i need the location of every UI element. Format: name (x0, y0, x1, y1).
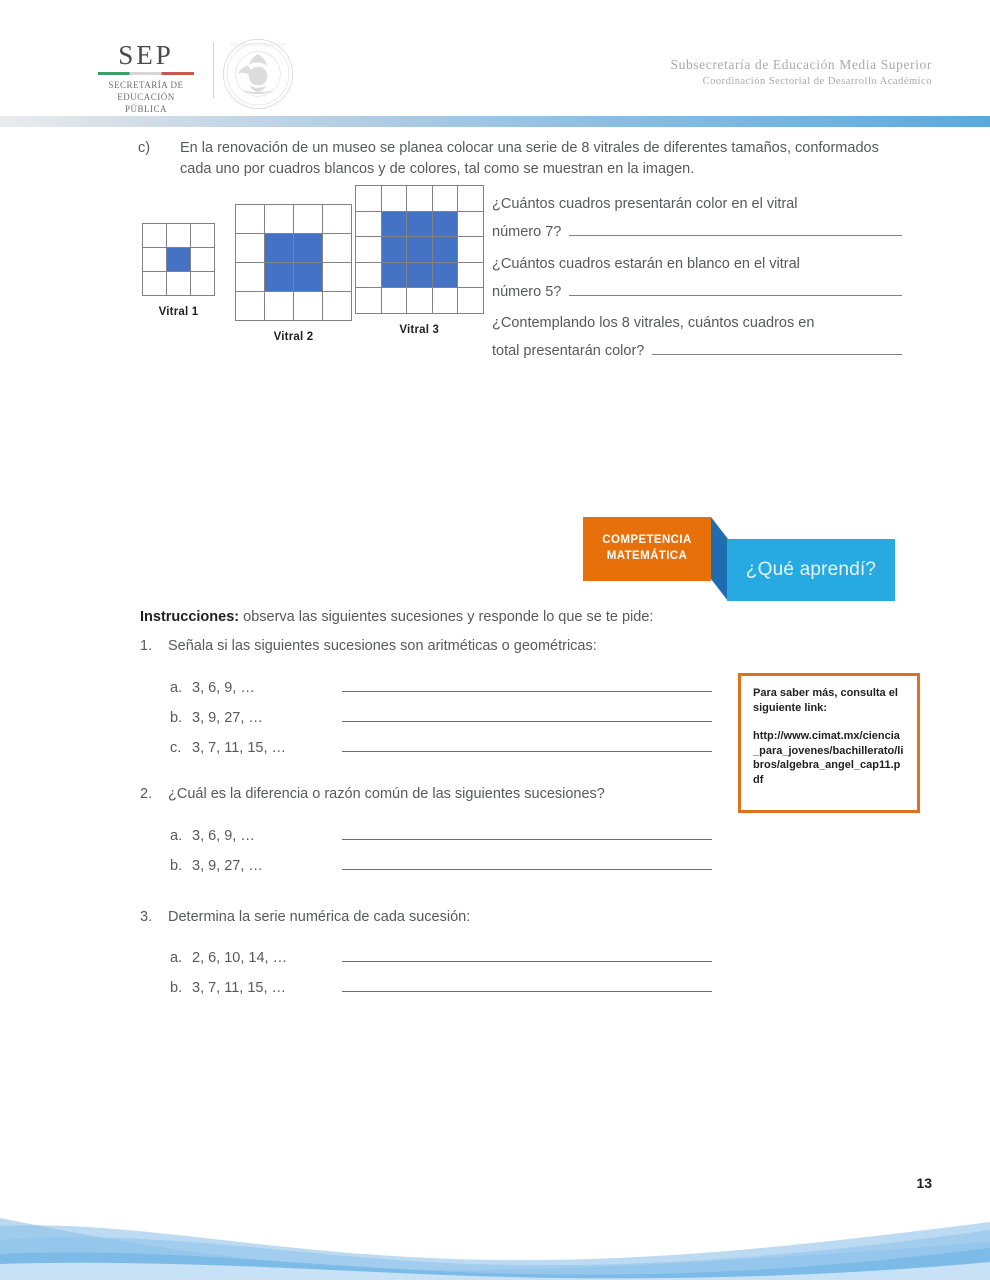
mexican-coat-of-arms-icon (222, 38, 294, 110)
vitral-cell (236, 292, 264, 320)
exercise-1-number: 1. (140, 638, 153, 654)
vitral-2-label: Vitral 2 (273, 331, 314, 343)
exercise-1-item-b-letter: b. (170, 710, 183, 726)
vitral-question-3-line1: ¿Contemplando los 8 vitrales, cuántos cuadros en (492, 315, 815, 332)
vitral-cell (191, 224, 214, 247)
vitral-cell (236, 234, 264, 262)
instrucciones-text: observa las siguientes sucesiones y responde lo que se te pide: (243, 609, 654, 625)
vitral-3-label: Vitral 3 (399, 323, 440, 336)
sep-logo (98, 42, 194, 115)
vitral-cell (191, 272, 214, 295)
sep-logo-subtitle-line2: EDUCACIÓN PÚBLICA (117, 92, 175, 115)
vitral-cell (458, 263, 483, 288)
banner-fold-shape (711, 517, 728, 601)
vitral-cell (167, 272, 190, 295)
exercise-2-item-b-answer-line[interactable] (342, 851, 712, 870)
vitral-question-3-line2: total presentarán color? (492, 343, 645, 360)
vitral-cell (143, 272, 166, 295)
sep-logo-tricolor-rule (98, 72, 194, 75)
exercise-2-item-a-letter: a. (170, 828, 183, 844)
vitral-cell (236, 205, 264, 233)
exercise-2-prompt (140, 786, 605, 802)
list-item (170, 851, 712, 881)
exercise-1-items (170, 673, 712, 763)
vitral-1-grid (142, 223, 215, 296)
exercise-2-items (170, 821, 712, 881)
vitral-cell (323, 234, 351, 262)
vitral-cell (236, 263, 264, 291)
competencia-matematica-banner (583, 517, 895, 601)
vitral-2-grid (235, 204, 352, 321)
vitral-cell (356, 263, 381, 288)
exercise-1-item-c-answer-line[interactable] (342, 733, 712, 752)
exercise-3-item-b-answer-line[interactable] (342, 973, 712, 992)
vitral-cell (356, 288, 381, 313)
page-header (0, 0, 990, 115)
vitral-cell (458, 237, 483, 262)
vitral-cell (433, 186, 458, 211)
exercise-3-item-a-answer-line[interactable] (342, 943, 712, 962)
sep-logo-subtitle-line1: SECRETARÍA DE (108, 80, 184, 90)
exercise-1-item-c-sequence: 3, 7, 11, 15, … (192, 740, 287, 756)
vitral-2 (235, 204, 352, 343)
exercise-1-prompt (140, 638, 597, 654)
header-institution-title (670, 56, 932, 89)
vitral-cell-colored (433, 263, 458, 288)
vitral-cell (356, 212, 381, 237)
exercise-2-item-a-sequence: 3, 6, 9, … (192, 828, 255, 844)
list-item (170, 703, 712, 733)
sep-logo-subtitle (98, 79, 194, 115)
saber-mas-title: Para saber más, consulta el siguiente link: (753, 687, 898, 714)
vitral-cell-colored (167, 248, 190, 271)
exercise-1-item-b-sequence: 3, 9, 27, … (192, 710, 263, 726)
vitral-cell-colored (294, 263, 322, 291)
banner-orange-line2: MATEMÁTICA (606, 550, 688, 562)
exercise-1-item-a-answer-line[interactable] (342, 673, 712, 692)
saber-mas-url[interactable]: http://www.cimat.mx/ciencia_para_jovenes/bachillerato/libros/algebra_angel_cap11.pdf (753, 729, 904, 787)
exercise-2-text: ¿Cuál es la diferencia o razón común de las siguientes sucesiones? (168, 786, 605, 802)
vitral-cell (458, 212, 483, 237)
vitral-question-2-line2: número 5? (492, 283, 562, 300)
banner-orange-line1: COMPETENCIA (602, 534, 692, 547)
exercise-1-item-b-answer-line[interactable] (342, 703, 712, 722)
header-gradient-band (0, 116, 990, 127)
exercise-3-item-a-letter: a. (170, 950, 183, 966)
exercise-2-item-b-sequence: 3, 9, 27, … (192, 858, 263, 874)
saber-mas-callout (738, 673, 920, 813)
vitral-question-2 (492, 250, 902, 307)
vitral-cell (265, 292, 293, 320)
vitral-cell (458, 288, 483, 313)
vitral-cell (356, 186, 381, 211)
list-item (170, 943, 712, 973)
vitral-cell-colored (407, 263, 432, 288)
banner-blue-text: ¿Qué aprendí? (745, 559, 877, 580)
banner-blue-panel (727, 539, 895, 601)
list-item (170, 821, 712, 851)
vitral-cell (143, 224, 166, 247)
vitral-cell (382, 288, 407, 313)
vitral-cell (294, 205, 322, 233)
svg-text:ESTADOS UNIDOS MEXICANOS: ESTADOS UNIDOS MEXICANOS (230, 42, 286, 47)
vitral-cell-colored (382, 263, 407, 288)
vitral-1-label: Vitral 1 (158, 306, 199, 318)
exercise-3-prompt (140, 909, 470, 925)
vitral-cell-colored (382, 212, 407, 237)
sep-logo-word: SEP (118, 40, 174, 70)
item-c-block (138, 138, 900, 180)
vitral-cell (191, 248, 214, 271)
vitral-cell (294, 292, 322, 320)
exercise-3-item-b-letter: b. (170, 980, 183, 996)
exercise-2-number: 2. (140, 786, 153, 802)
vitral-question-2-line1: ¿Cuántos cuadros estarán en blanco en el vitral (492, 255, 800, 272)
exercise-1-item-c-letter: c. (170, 740, 182, 756)
exercise-3-item-b-sequence: 3, 7, 11, 15, … (192, 980, 287, 996)
page-number: 13 (916, 1175, 932, 1191)
vitral-cell-colored (294, 234, 322, 262)
vitral-question-1 (492, 190, 902, 247)
exercise-3-item-a-sequence: 2, 6, 10, 14, … (192, 950, 288, 966)
vitral-cell-colored (265, 263, 293, 291)
vitral-cell (143, 248, 166, 271)
vitral-3-grid (355, 185, 484, 314)
exercise-3-text: Determina la serie numérica de cada sucesión: (168, 909, 471, 925)
vitral-cell (433, 288, 458, 313)
exercise-1-text: Señala si las siguientes sucesiones son aritméticas o geométricas: (168, 638, 597, 654)
exercise-1-item-a-letter: a. (170, 680, 183, 696)
vitral-cell (323, 263, 351, 291)
vitral-question-2-answer-line[interactable] (569, 282, 902, 296)
vitral-question-1-line2: número 7? (492, 224, 562, 241)
vitral-cell (407, 288, 432, 313)
vitral-cell-colored (265, 234, 293, 262)
instrucciones-label: Instrucciones: (140, 609, 240, 625)
vitral-cell-colored (407, 212, 432, 237)
footer-wave-decoration (0, 1206, 990, 1280)
vitral-question-3-answer-line[interactable] (652, 341, 902, 355)
vitral-1 (142, 223, 215, 318)
exercise-1-item-a-sequence: 3, 6, 9, … (192, 680, 255, 696)
vitral-cell-colored (433, 212, 458, 237)
vitral-cell (167, 224, 190, 247)
banner-orange-panel (583, 517, 711, 581)
vitral-cell (323, 292, 351, 320)
list-item (170, 733, 712, 763)
item-c-text: En la renovación de un museo se planea colocar una serie de 8 vitrales de diferentes tamaños, conformados cada uno por cuadros blancos y de colores, tal como se muestran en la imagen. (180, 140, 879, 178)
vitral-3 (355, 185, 484, 336)
vitral-cell (265, 205, 293, 233)
vitral-question-1-line1: ¿Cuántos cuadros presentarán color en el vitral (492, 196, 798, 212)
header-title-line2: Coordinación Sectorial de Desarrollo Académico (702, 76, 932, 88)
vitral-cell (356, 237, 381, 262)
vitral-cell (323, 205, 351, 233)
header-divider (213, 42, 214, 98)
vitral-question-3 (492, 309, 902, 366)
banner-orange-text (602, 533, 691, 564)
vitral-question-1-answer-line[interactable] (569, 222, 902, 236)
list-item (170, 973, 712, 1003)
vitral-cell (458, 186, 483, 211)
vitral-cell (382, 186, 407, 211)
exercise-3-items (170, 943, 712, 1003)
header-title-line1: Subsecretaría de Educación Media Superior (670, 57, 932, 72)
vitral-cell-colored (433, 237, 458, 262)
list-item (170, 673, 712, 703)
vitral-cell (407, 186, 432, 211)
instrucciones-line (140, 609, 653, 625)
exercise-2-item-a-answer-line[interactable] (342, 821, 712, 840)
exercise-2-item-b-letter: b. (170, 858, 183, 874)
exercise-3-number: 3. (140, 909, 153, 925)
vitral-cell-colored (407, 237, 432, 262)
item-c-marker: c) (138, 140, 151, 156)
vitral-cell-colored (382, 237, 407, 262)
vitral-questions (492, 190, 902, 369)
